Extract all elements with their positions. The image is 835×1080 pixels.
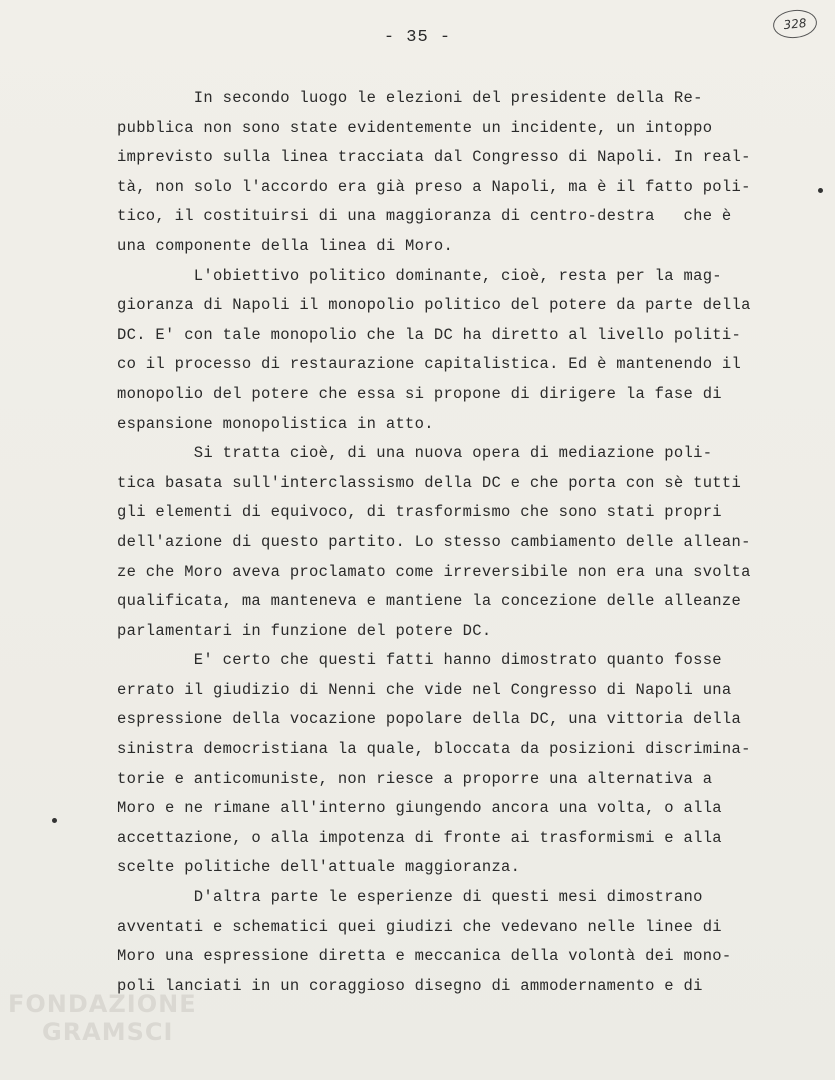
body-text — [117, 84, 757, 1001]
text-line: sinistra democristiana la quale, bloccata da posizioni discrimina- — [117, 740, 751, 759]
watermark-line-1: FONDAZIONE — [8, 990, 197, 1018]
text-line: imprevisto sulla linea tracciata dal Congresso di Napoli. In real- — [117, 148, 751, 167]
text-line: scelte politiche dell'attuale maggioranza. — [117, 858, 521, 877]
text-line: E' certo che questi fatti hanno dimostrato quanto fosse — [117, 651, 722, 670]
text-line: Si tratta cioè, di una nuova opera di mediazione poli- — [117, 444, 713, 463]
text-line: ze che Moro aveva proclamato come irreversibile non era una svolta — [117, 562, 751, 581]
text-line: Moro e ne rimane all'interno giungendo ancora una volta, o alla — [117, 799, 722, 818]
text-line: accettazione, o alla impotenza di fronte ai trasformismi e alla — [117, 828, 722, 847]
text-line: In secondo luogo le elezioni del presidente della Re- — [117, 89, 703, 107]
page-number: - 35 - — [383, 28, 452, 47]
text-line: gioranza di Napoli il monopolio politico del potere da parte della — [117, 296, 751, 315]
text-line: poli lanciati in un coraggioso disegno di ammodernamento e di — [117, 976, 703, 995]
text-line: D'altra parte le esperienze di questi mesi dimostrano — [117, 888, 703, 907]
text-line: parlamentari in funzione del potere DC. — [117, 621, 492, 640]
archive-stamp: 328 — [772, 8, 819, 40]
watermark — [8, 990, 197, 1046]
watermark-line-2: GRAMSCI — [42, 1018, 174, 1046]
text-line: avventati e schematici quei giudizi che vedevano nelle linee di — [117, 917, 722, 936]
text-line: tica basata sull'interclassismo della DC e che porta con sè tutti — [117, 473, 742, 492]
text-line: dell'azione di questo partito. Lo stesso cambiamento delle allean- — [117, 532, 751, 551]
text-line: gli elementi di equivoco, di trasformismo che sono stati propri — [117, 503, 722, 522]
text-line: una componente della linea di Moro. — [117, 236, 454, 255]
margin-mark — [818, 188, 823, 193]
text-line: tico, il costituirsi di una maggioranza di centro-destra che è — [117, 207, 732, 226]
text-line: pubblica non sono state evidentemente un incidente, un intoppo — [117, 118, 713, 137]
text-line: torie e anticomuniste, non riesce a proporre una alternativa a — [117, 769, 713, 788]
text-line: espansione monopolistica in atto. — [117, 414, 434, 433]
text-line: monopolio del potere che essa si propone di dirigere la fase di — [117, 384, 722, 403]
text-line: Moro una espressione diretta e meccanica della volontà dei mono- — [117, 947, 732, 966]
text-line: L'obiettivo politico dominante, cioè, resta per la mag- — [117, 266, 722, 285]
text-line: espressione della vocazione popolare della DC, una vittoria della — [117, 710, 742, 729]
text-line: qualificata, ma manteneva e mantiene la concezione delle alleanze — [117, 592, 742, 611]
text-line: DC. E' con tale monopolio che la DC ha diretto al livello politi- — [117, 325, 742, 344]
margin-mark — [52, 818, 57, 823]
text-line: co il processo di restaurazione capitalistica. Ed è mantenendo il — [117, 355, 742, 374]
text-line: errato il giudizio di Nenni che vide nel Congresso di Napoli una — [117, 680, 732, 699]
text-line: tà, non solo l'accordo era già preso a Napoli, ma è il fatto poli- — [117, 177, 751, 196]
